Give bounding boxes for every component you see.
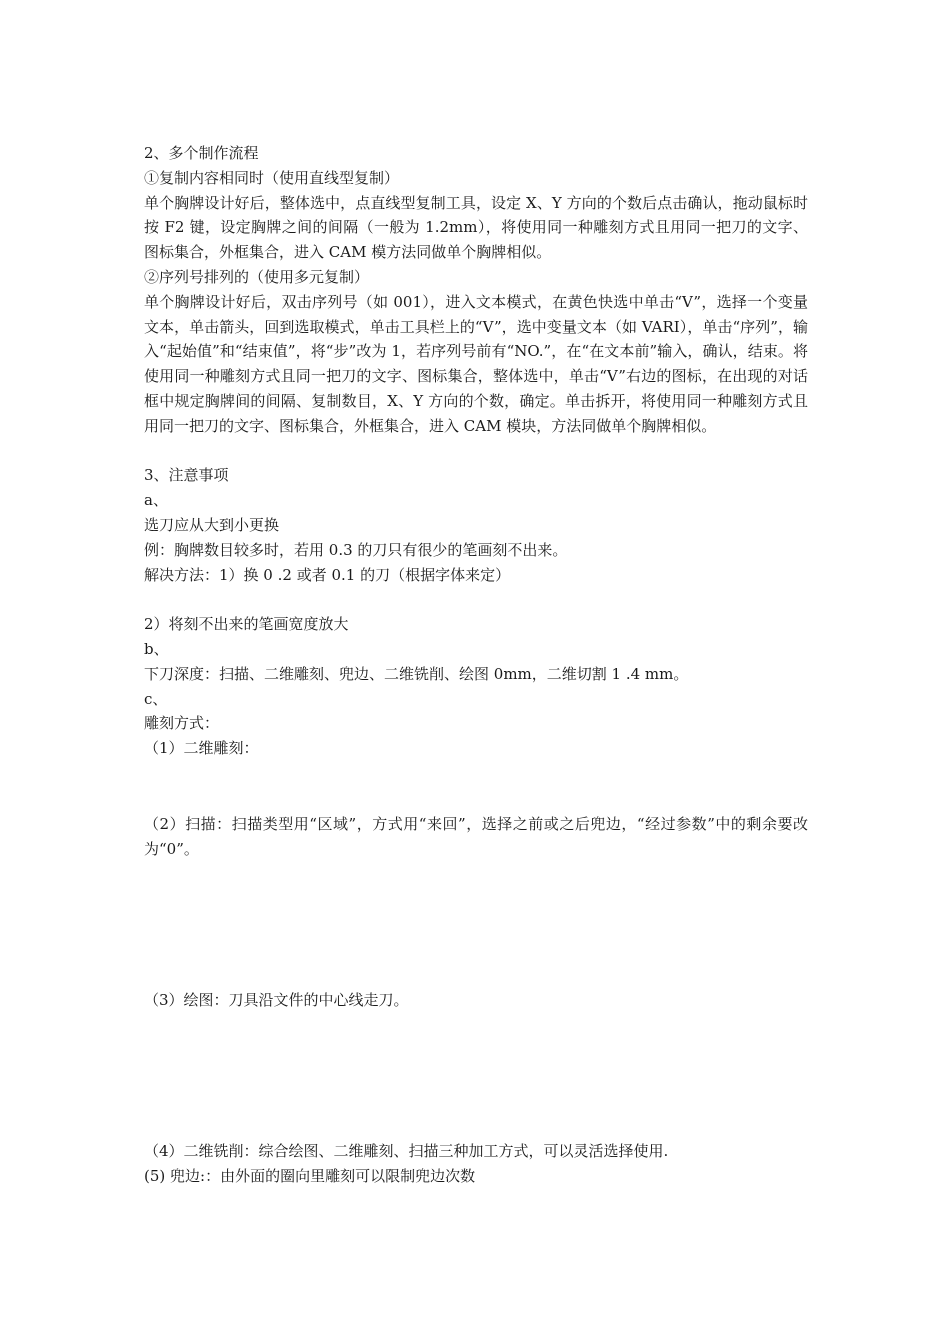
spacer <box>144 587 808 612</box>
subheading-linear-copy: ①复制内容相同时（使用直线型复制） <box>144 168 400 187</box>
method-2d-milling: （4）二维铣削：综合绘图、二维雕刻、扫描三种加工方式，可以灵活选择使用. <box>144 1142 669 1161</box>
method-drawing: （3）绘图：刀具沿文件的中心线走刀。 <box>144 990 409 1009</box>
method-contour: (5) 兜边:：由外面的圈向里雕刻可以限制兜边次数 <box>144 1167 476 1186</box>
tool-selection-solution-2: 2）将刻不出来的笔画宽度放大 <box>144 615 349 634</box>
tool-selection-example: 例：胸牌数目较多时，若用 0.3 的刀只有很少的笔画刻不出来。 <box>144 540 568 559</box>
spacer <box>144 761 808 812</box>
method-scan: （2）扫描：扫描类型用“区域”，方式用“来回”，选择之前或之后兜边，“经过参数”中的剩余要改为“0”。 <box>144 814 808 858</box>
section-heading-3: 3、注意事项 <box>144 466 229 485</box>
engraving-methods-title: 雕刻方式： <box>144 714 220 733</box>
subheading-multi-copy: ②序列号排列的（使用多元复制） <box>144 267 370 286</box>
cutting-depth-text: 下刀深度：扫描、二维雕刻、兜边、二维铣削、绘图 0mm，二维切割 1 .4 mm。 <box>144 664 689 683</box>
spacer <box>144 439 808 464</box>
item-label-c: c、 <box>144 689 168 708</box>
tool-selection-solution-1: 解决方法：1）换 0 .2 或者 0.1 的刀（根据字体来定） <box>144 565 511 584</box>
tool-selection-rule: 选刀应从大到小更换 <box>144 515 280 534</box>
method-2d-engrave: （1）二维雕刻： <box>144 739 259 758</box>
paragraph-linear-copy: 单个胸牌设计好后，整体选中，点直线型复制工具，设定 X、Y 方向的个数后点击确认，拖动鼠标时按 F2 键，设定胸牌之间的间隔（一般为 1.2mm），将使用同一种雕刻方式且用同一把刀的文字、图标集合，外框集合，进入 CAM 模方法同做单个胸牌相似。 <box>144 193 808 262</box>
spacer <box>144 862 808 988</box>
paragraph-multi-copy: 单个胸牌设计好后，双击序列号（如 001），进入文本模式，在黄色快选中单击“V”，选择一个变量文本，单击箭头，回到选取模式，单击工具栏上的“V”，选中变量文本（如 VARI），单击“序列”，输入“起始值”和“结束值”，将“步”改为 1，若序列号前有“NO.”，在“在文本前”输入，确认，结束。将使用同一种雕刻方式且同一把刀的文字、图标集合，整体选中，单击“V”右边的图标，在出现的对话框中规定胸牌间的间隔、复制数目，X、Y 方向的个数，确定。单击拆开，将使用同一种雕刻方式且用同一把刀的文字、图标集合，外框集合，进入 CAM 模块，方法同做单个胸牌相似。 <box>144 292 808 435</box>
section-heading-2: 2、多个制作流程 <box>144 144 259 162</box>
spacer <box>144 1012 808 1139</box>
item-label-a: a、 <box>144 491 168 510</box>
document-body <box>144 141 808 1189</box>
item-label-b: b、 <box>144 639 169 658</box>
